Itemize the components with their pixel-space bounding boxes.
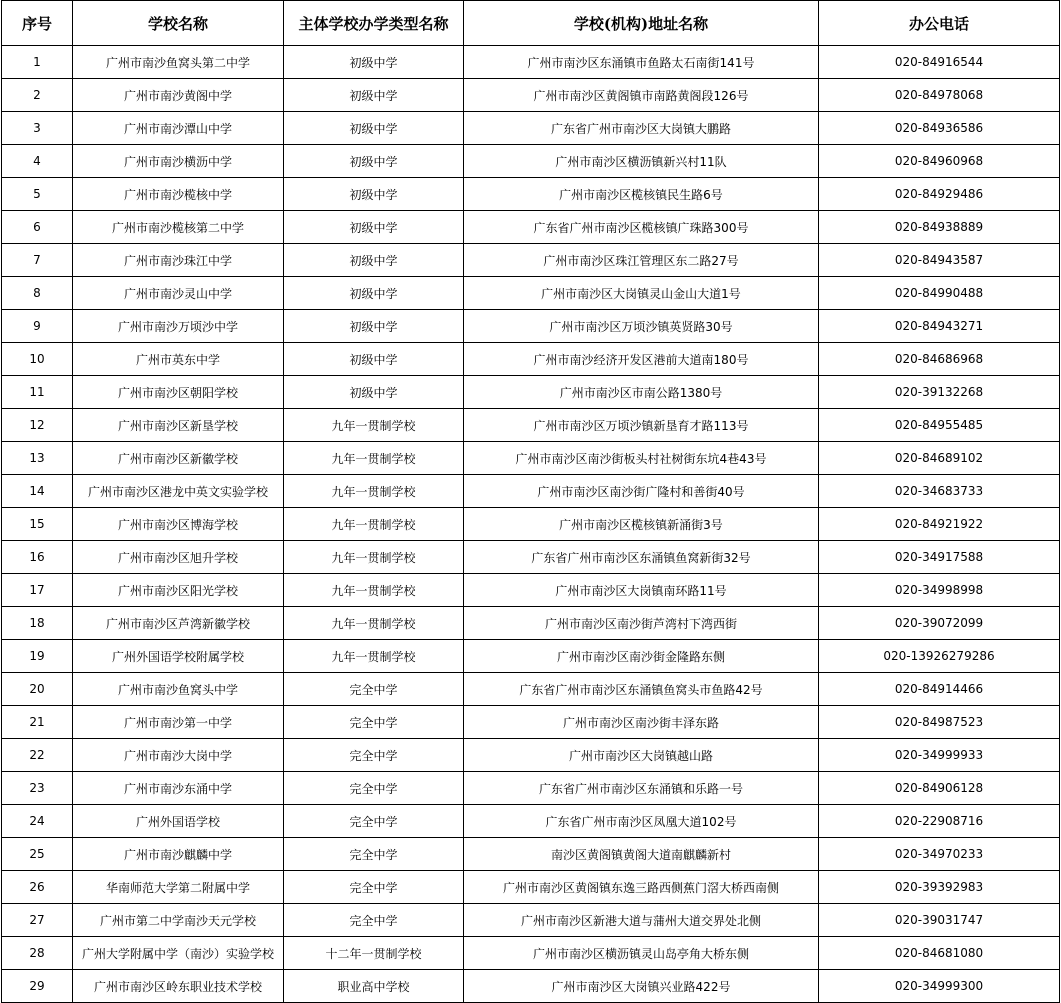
cell-phone: 020-84943271 xyxy=(819,310,1060,343)
cell-school-type: 完全中学 xyxy=(284,838,464,871)
cell-index: 3 xyxy=(2,112,73,145)
cell-school-name: 广州市南沙潭山中学 xyxy=(73,112,284,145)
cell-phone: 020-34999933 xyxy=(819,739,1060,772)
table-row xyxy=(2,310,1060,343)
cell-school-type: 九年一贯制学校 xyxy=(284,508,464,541)
cell-address: 广州市南沙区大岗镇南环路11号 xyxy=(464,574,819,607)
cell-phone: 020-84689102 xyxy=(819,442,1060,475)
table-row xyxy=(2,673,1060,706)
cell-school-type: 初级中学 xyxy=(284,376,464,409)
cell-school-type: 完全中学 xyxy=(284,772,464,805)
cell-index: 28 xyxy=(2,937,73,970)
cell-phone: 020-84990488 xyxy=(819,277,1060,310)
cell-address: 广东省广州市南沙区东涌镇和乐路一号 xyxy=(464,772,819,805)
table-row xyxy=(2,79,1060,112)
cell-index: 23 xyxy=(2,772,73,805)
cell-index: 12 xyxy=(2,409,73,442)
cell-phone: 020-84978068 xyxy=(819,79,1060,112)
table-row xyxy=(2,244,1060,277)
table-row xyxy=(2,838,1060,871)
table-row xyxy=(2,739,1060,772)
cell-index: 17 xyxy=(2,574,73,607)
cell-phone: 020-84686968 xyxy=(819,343,1060,376)
cell-school-name: 广州市南沙万顷沙中学 xyxy=(73,310,284,343)
cell-school-name: 广州市南沙东涌中学 xyxy=(73,772,284,805)
cell-index: 4 xyxy=(2,145,73,178)
cell-school-name: 广州市南沙横沥中学 xyxy=(73,145,284,178)
cell-address: 广州市南沙区榄核镇民生路6号 xyxy=(464,178,819,211)
cell-school-name: 广州市南沙区新垦学校 xyxy=(73,409,284,442)
table-row xyxy=(2,112,1060,145)
cell-school-name: 华南师范大学第二附属中学 xyxy=(73,871,284,904)
cell-address: 广东省广州市南沙区东涌镇鱼窝新街32号 xyxy=(464,541,819,574)
cell-school-name: 广州市南沙区岭东职业技术学校 xyxy=(73,970,284,1003)
cell-school-type: 九年一贯制学校 xyxy=(284,607,464,640)
cell-phone: 020-84938889 xyxy=(819,211,1060,244)
cell-phone: 020-84929486 xyxy=(819,178,1060,211)
cell-address: 广州市南沙经济开发区港前大道南180号 xyxy=(464,343,819,376)
table-header xyxy=(2,1,1060,46)
cell-address: 广州市南沙区横沥镇新兴村11队 xyxy=(464,145,819,178)
header-index: 序号 xyxy=(2,1,73,46)
cell-address: 广东省广州市南沙区榄核镇广珠路300号 xyxy=(464,211,819,244)
cell-school-name: 广州市南沙麒麟中学 xyxy=(73,838,284,871)
cell-school-name: 广州市南沙大岗中学 xyxy=(73,739,284,772)
cell-school-type: 初级中学 xyxy=(284,112,464,145)
cell-index: 26 xyxy=(2,871,73,904)
cell-address: 广东省广州市南沙区东涌镇鱼窝头市鱼路42号 xyxy=(464,673,819,706)
cell-phone: 020-39072099 xyxy=(819,607,1060,640)
cell-school-type: 完全中学 xyxy=(284,805,464,838)
cell-index: 24 xyxy=(2,805,73,838)
cell-school-name: 广州市第二中学南沙天元学校 xyxy=(73,904,284,937)
cell-index: 22 xyxy=(2,739,73,772)
cell-address: 南沙区黄阁镇黄阁大道南麒麟新村 xyxy=(464,838,819,871)
cell-address: 广州市南沙区南沙街板头村社树街东坑4巷43号 xyxy=(464,442,819,475)
cell-phone: 020-39031747 xyxy=(819,904,1060,937)
cell-phone: 020-84916544 xyxy=(819,46,1060,79)
header-phone: 办公电话 xyxy=(819,1,1060,46)
table-row xyxy=(2,574,1060,607)
cell-phone: 020-39132268 xyxy=(819,376,1060,409)
cell-index: 16 xyxy=(2,541,73,574)
cell-phone: 020-34999300 xyxy=(819,970,1060,1003)
cell-school-type: 初级中学 xyxy=(284,178,464,211)
cell-index: 5 xyxy=(2,178,73,211)
table-row xyxy=(2,145,1060,178)
cell-school-name: 广州市南沙区新徽学校 xyxy=(73,442,284,475)
cell-index: 1 xyxy=(2,46,73,79)
table-row xyxy=(2,640,1060,673)
cell-address: 广州市南沙区黄阁镇东逸三路西侧蕉门滘大桥西南侧 xyxy=(464,871,819,904)
cell-address: 广州市南沙区万顷沙镇英贤路30号 xyxy=(464,310,819,343)
cell-address: 广州市南沙区大岗镇越山路 xyxy=(464,739,819,772)
cell-index: 13 xyxy=(2,442,73,475)
cell-school-name: 广州市南沙区芦湾新徽学校 xyxy=(73,607,284,640)
table-row xyxy=(2,343,1060,376)
table-row xyxy=(2,46,1060,79)
cell-address: 广州市南沙区南沙街广隆村和善街40号 xyxy=(464,475,819,508)
cell-phone: 020-84943587 xyxy=(819,244,1060,277)
cell-school-type: 完全中学 xyxy=(284,739,464,772)
cell-address: 广州市南沙区南沙街芦湾村下湾西街 xyxy=(464,607,819,640)
cell-index: 14 xyxy=(2,475,73,508)
table-row xyxy=(2,871,1060,904)
cell-school-name: 广州市南沙灵山中学 xyxy=(73,277,284,310)
cell-index: 9 xyxy=(2,310,73,343)
cell-phone: 020-84681080 xyxy=(819,937,1060,970)
cell-school-type: 九年一贯制学校 xyxy=(284,409,464,442)
table-row xyxy=(2,805,1060,838)
cell-address: 广州市南沙区大岗镇灵山金山大道1号 xyxy=(464,277,819,310)
table-row xyxy=(2,277,1060,310)
cell-index: 10 xyxy=(2,343,73,376)
table-row xyxy=(2,772,1060,805)
cell-phone: 020-34998998 xyxy=(819,574,1060,607)
cell-school-type: 初级中学 xyxy=(284,79,464,112)
cell-school-type: 九年一贯制学校 xyxy=(284,574,464,607)
table-row xyxy=(2,937,1060,970)
cell-school-name: 广州外国语学校 xyxy=(73,805,284,838)
table-row xyxy=(2,970,1060,1003)
cell-phone: 020-34917588 xyxy=(819,541,1060,574)
table-row xyxy=(2,541,1060,574)
cell-address: 广州市南沙区横沥镇灵山岛亭角大桥东侧 xyxy=(464,937,819,970)
cell-school-type: 初级中学 xyxy=(284,244,464,277)
table-body xyxy=(2,46,1060,1003)
table-row xyxy=(2,607,1060,640)
cell-school-type: 初级中学 xyxy=(284,46,464,79)
cell-phone: 020-39392983 xyxy=(819,871,1060,904)
header-address: 学校(机构)地址名称 xyxy=(464,1,819,46)
header-school-type: 主体学校办学类型名称 xyxy=(284,1,464,46)
cell-index: 21 xyxy=(2,706,73,739)
table-row xyxy=(2,211,1060,244)
cell-school-type: 九年一贯制学校 xyxy=(284,541,464,574)
cell-index: 15 xyxy=(2,508,73,541)
cell-address: 广州市南沙区新港大道与蒲州大道交界处北侧 xyxy=(464,904,819,937)
cell-school-name: 广州市南沙鱼窝头中学 xyxy=(73,673,284,706)
cell-school-type: 完全中学 xyxy=(284,904,464,937)
cell-phone: 020-84955485 xyxy=(819,409,1060,442)
cell-school-name: 广州市南沙区朝阳学校 xyxy=(73,376,284,409)
school-table xyxy=(1,0,1060,1003)
cell-index: 27 xyxy=(2,904,73,937)
cell-school-type: 九年一贯制学校 xyxy=(284,442,464,475)
cell-phone: 020-84936586 xyxy=(819,112,1060,145)
cell-school-type: 完全中学 xyxy=(284,706,464,739)
cell-phone: 020-84987523 xyxy=(819,706,1060,739)
cell-address: 广州市南沙区珠江管理区东二路27号 xyxy=(464,244,819,277)
cell-phone: 020-13926279286 xyxy=(819,640,1060,673)
cell-index: 25 xyxy=(2,838,73,871)
cell-address: 广州市南沙区黄阁镇市南路黄阁段126号 xyxy=(464,79,819,112)
cell-index: 2 xyxy=(2,79,73,112)
cell-school-name: 广州市南沙第一中学 xyxy=(73,706,284,739)
table-row xyxy=(2,904,1060,937)
cell-address: 广州市南沙区万顷沙镇新垦育才路113号 xyxy=(464,409,819,442)
cell-phone: 020-84914466 xyxy=(819,673,1060,706)
cell-address: 广东省广州市南沙区凤凰大道102号 xyxy=(464,805,819,838)
cell-school-type: 初级中学 xyxy=(284,277,464,310)
table-row xyxy=(2,706,1060,739)
cell-phone: 020-34683733 xyxy=(819,475,1060,508)
cell-school-name: 广州市南沙榄核中学 xyxy=(73,178,284,211)
cell-school-type: 九年一贯制学校 xyxy=(284,475,464,508)
cell-phone: 020-22908716 xyxy=(819,805,1060,838)
cell-address: 广州市南沙区市南公路1380号 xyxy=(464,376,819,409)
cell-address: 广州市南沙区南沙街丰泽东路 xyxy=(464,706,819,739)
cell-school-name: 广州外国语学校附属学校 xyxy=(73,640,284,673)
table-row xyxy=(2,178,1060,211)
cell-school-name: 广州市南沙区港龙中英文实验学校 xyxy=(73,475,284,508)
cell-phone: 020-84960968 xyxy=(819,145,1060,178)
cell-address: 广东省广州市南沙区大岗镇大鹏路 xyxy=(464,112,819,145)
cell-school-type: 初级中学 xyxy=(284,211,464,244)
cell-index: 11 xyxy=(2,376,73,409)
header-row xyxy=(2,1,1060,46)
cell-school-type: 初级中学 xyxy=(284,310,464,343)
cell-index: 29 xyxy=(2,970,73,1003)
cell-address: 广州市南沙区东涌镇市鱼路太石南街141号 xyxy=(464,46,819,79)
cell-school-type: 初级中学 xyxy=(284,343,464,376)
cell-school-type: 初级中学 xyxy=(284,145,464,178)
header-school-name: 学校名称 xyxy=(73,1,284,46)
cell-phone: 020-84921922 xyxy=(819,508,1060,541)
cell-index: 8 xyxy=(2,277,73,310)
cell-index: 18 xyxy=(2,607,73,640)
cell-school-type: 九年一贯制学校 xyxy=(284,640,464,673)
cell-index: 20 xyxy=(2,673,73,706)
cell-school-type: 完全中学 xyxy=(284,871,464,904)
cell-index: 19 xyxy=(2,640,73,673)
cell-school-type: 完全中学 xyxy=(284,673,464,706)
cell-index: 7 xyxy=(2,244,73,277)
cell-address: 广州市南沙区南沙街金隆路东侧 xyxy=(464,640,819,673)
cell-school-name: 广州市南沙区博海学校 xyxy=(73,508,284,541)
cell-phone: 020-34970233 xyxy=(819,838,1060,871)
cell-school-name: 广州市南沙黄阁中学 xyxy=(73,79,284,112)
cell-school-type: 十二年一贯制学校 xyxy=(284,937,464,970)
table-row xyxy=(2,376,1060,409)
cell-school-name: 广州市南沙区旭升学校 xyxy=(73,541,284,574)
cell-index: 6 xyxy=(2,211,73,244)
cell-address: 广州市南沙区大岗镇兴业路422号 xyxy=(464,970,819,1003)
cell-school-name: 广州市南沙区阳光学校 xyxy=(73,574,284,607)
cell-address: 广州市南沙区榄核镇新涌街3号 xyxy=(464,508,819,541)
table-row xyxy=(2,508,1060,541)
cell-school-name: 广州市英东中学 xyxy=(73,343,284,376)
table-row xyxy=(2,475,1060,508)
cell-school-name: 广州市南沙珠江中学 xyxy=(73,244,284,277)
table-row xyxy=(2,442,1060,475)
cell-school-name: 广州大学附属中学（南沙）实验学校 xyxy=(73,937,284,970)
cell-phone: 020-84906128 xyxy=(819,772,1060,805)
cell-school-type: 职业高中学校 xyxy=(284,970,464,1003)
cell-school-name: 广州市南沙榄核第二中学 xyxy=(73,211,284,244)
table-row xyxy=(2,409,1060,442)
cell-school-name: 广州市南沙鱼窝头第二中学 xyxy=(73,46,284,79)
